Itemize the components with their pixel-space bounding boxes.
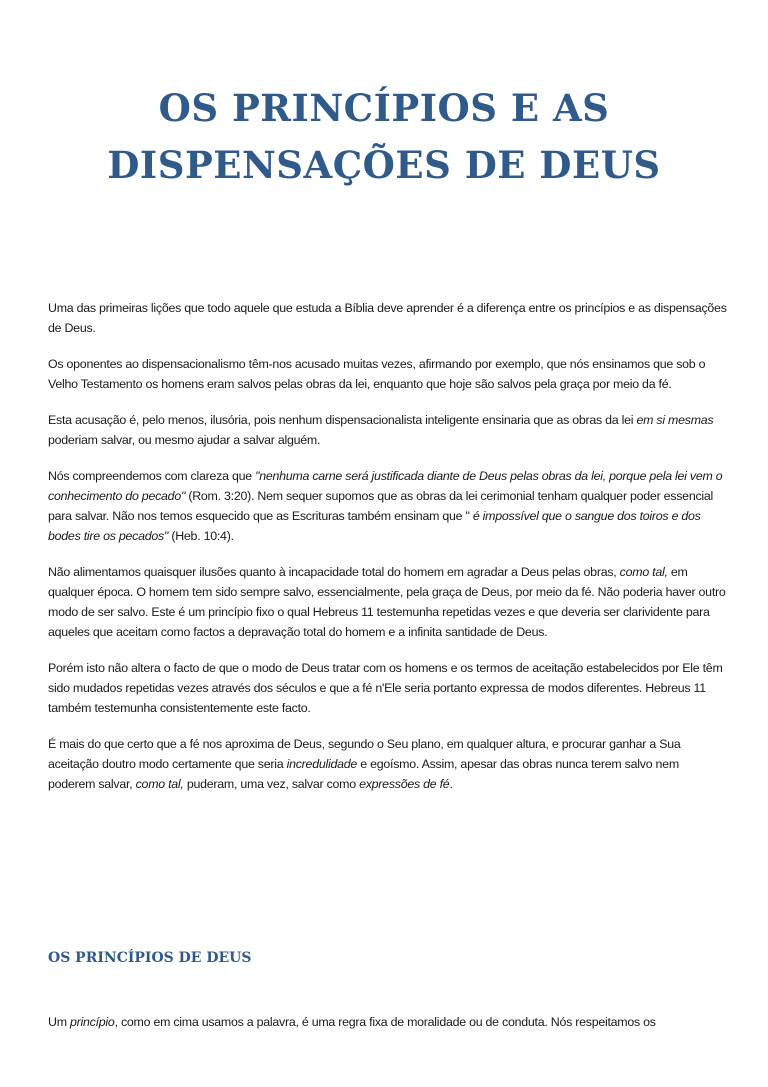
text-run: puderam, uma vez, salvar como: [183, 777, 360, 791]
document-body: [48, 298, 728, 810]
paragraph-4: [48, 466, 728, 546]
text-run: e egoísmo. Assim, apesar das obras nunca terem salvo nem poderem salvar,: [48, 757, 679, 791]
paragraph-6: Porém isto não altera o facto de que o modo de Deus tratar com os homens e os termos de aceitação estabelecidos por Ele têm sido mudados repetidas vezes através dos séculos e que a fé n'Ele seria portanto expressa de modos diferentes. Hebreus 11 também testemunha consistentemente este facto.: [48, 661, 723, 715]
section-heading: OS PRINCÍPIOS DE DEUS: [48, 950, 252, 966]
title-line-2: DISPENSAÇÕES DE DEUS: [107, 143, 661, 187]
text-run: Não alimentamos quaisquer ilusões quanto à incapacidade total do homem em agradar a Deus pelas obras,: [48, 565, 620, 579]
italic-run: é impossível que o sangue dos toiros e dos bodes tire os pecados": [48, 509, 701, 543]
text-run: poderiam salvar, ou mesmo ajudar a salvar alguém.: [48, 433, 321, 447]
text-run: Um: [48, 1015, 70, 1029]
paragraph-2: Os oponentes ao dispensacionalismo têm-nos acusado muitas vezes, afirmando por exemplo, que nós ensinamos que sob o Velho Testamento os homens eram salvos pelas obras da lei, enquanto que hoje são salvos pela graça por meio da fé.: [48, 357, 706, 391]
title-line-1: OS PRINCÍPIOS E AS: [158, 86, 610, 130]
text-run: , como em cima usamos a palavra, é uma regra fixa de moralidade ou de conduta. Nós respeitamos os: [114, 1015, 656, 1029]
italic-run: "nenhuma carne será justificada diante de Deus pelas obras da lei, porque pela lei vem o conhecimento do pecado": [48, 469, 723, 503]
italic-run: como tal,: [619, 565, 668, 579]
text-run: Nós compreendemos com clareza que: [48, 469, 256, 483]
italic-run: expressões de fé: [359, 777, 450, 791]
paragraph-5: [48, 562, 728, 642]
text-run: (Rom. 3:20). Nem sequer supomos que as obras da lei cerimonial tenham qualquer poder essencial para salvar. Não nos temos esquecido que as Escrituras também ensinam que ": [48, 489, 714, 523]
paragraph-7: [48, 734, 728, 794]
italic-run: em si mesmas: [636, 413, 714, 427]
text-run: (Heb. 10:4).: [168, 529, 234, 543]
text-run: É mais do que certo que a fé nos aproxima de Deus, segundo o Seu plano, em qualquer altura, e procurar ganhar a Sua aceitação doutro modo certamente que seria: [48, 737, 681, 771]
paragraph-8: [48, 1012, 728, 1032]
italic-run: incredulidade: [286, 757, 358, 771]
document-title: [0, 80, 768, 194]
italic-run: princípio: [69, 1015, 115, 1029]
text-run: Esta acusação é, pelo menos, ilusória, pois nenhum dispensacionalista inteligente ensinaria que as obras da lei: [48, 413, 637, 427]
text-run: em qualquer época. O homem tem sido sempre salvo, essencialmente, pela graça de Deus, por meio da fé. Não poderia haver outro modo de ser salvo. Este é um princípio fixo o qual Hebreus 11 testemunha repetidas vezes e que deveria ser clarividente para aqueles que aceitam como factos a depravação total do homem e a infinita santidade de Deus.: [48, 565, 726, 639]
paragraph-1: Uma das primeiras lições que todo aquele que estuda a Bíblia deve aprender é a diferença entre os princípios e as dispensações de Deus.: [48, 301, 727, 335]
text-run: .: [449, 777, 453, 791]
paragraph-3: [48, 410, 728, 450]
italic-run: como tal,: [135, 777, 184, 791]
